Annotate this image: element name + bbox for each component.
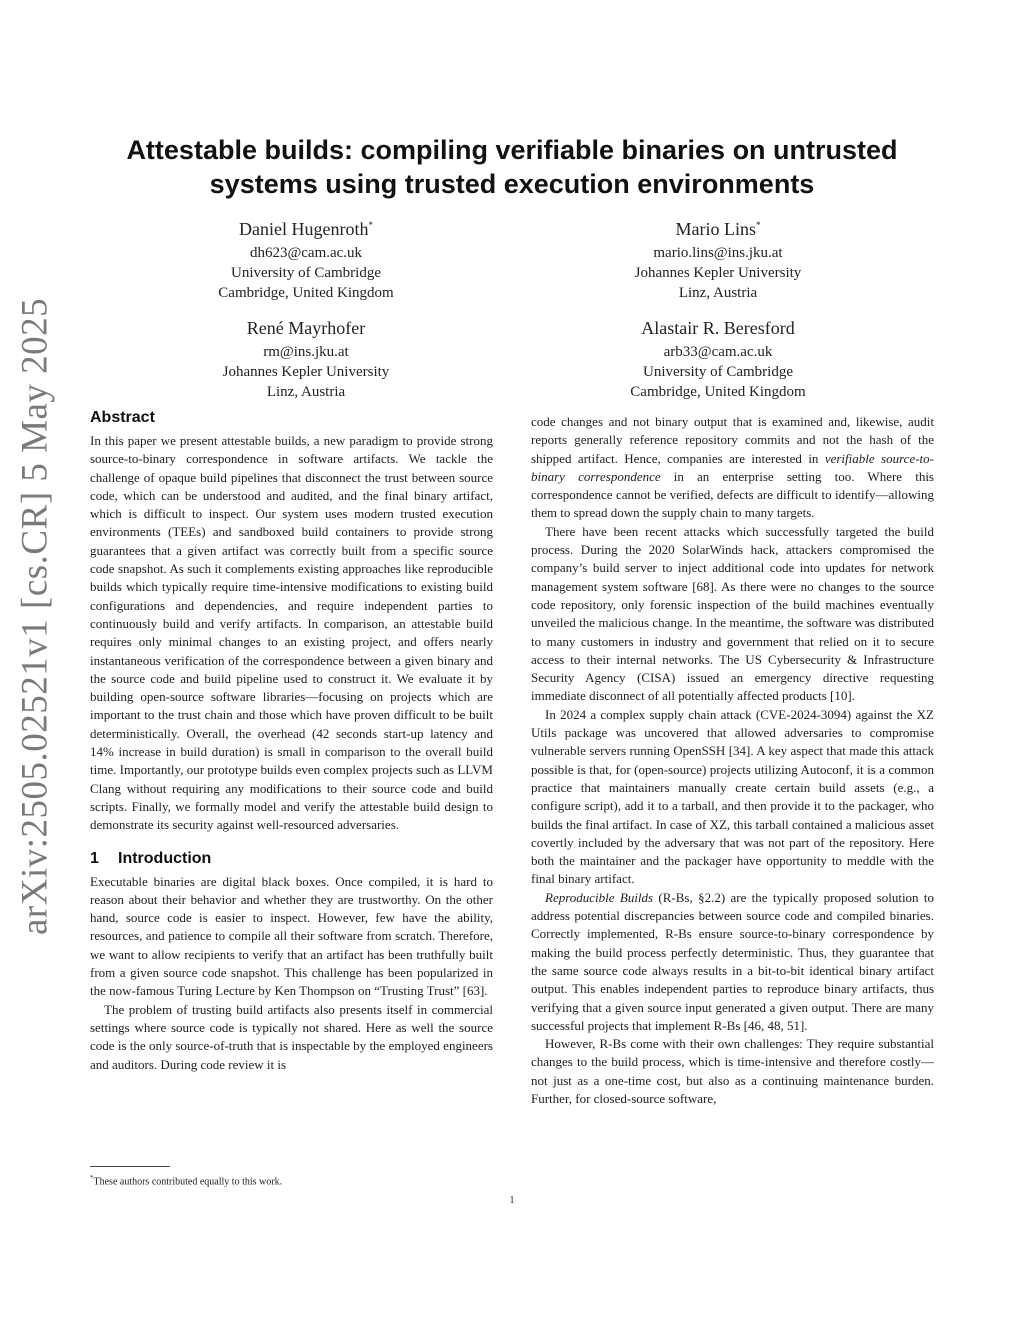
author-email: arb33@cam.ac.uk [663,344,773,360]
page-number: 1 [509,1195,515,1206]
body-paragraph: code changes and not binary output that is examined and, likewise, audit reports generally reference repository commits and not the hash of the shipped artifact. Hence, companies are interested in verifiable source-to-binary correspondence in an enterprise setting too. Where this correspondence cannot be verified, defects are difficult to identify—allowing them to spread down the supply chain to many targets. [531,414,934,521]
section-number: 1 [90,849,99,867]
author-name: Daniel Hugenroth* [239,219,373,239]
author-affiliation: Johannes Kepler University [222,364,390,380]
right-column [531,413,934,1108]
introduction-heading [90,849,493,869]
abstract-heading: Abstract [90,409,155,426]
paper-title [90,133,934,201]
author-affiliation: University of Cambridge [231,265,381,281]
author-email: dh623@cam.ac.uk [249,245,363,261]
body-paragraph: There have been recent attacks which successfully targeted the build process. During the 2020 SolarWinds hack, attackers compromised the company’s build server to inject additional code into updates for network management system software [68]. As there were no changes to the source code repository, only forensic inspection of the build machines eventually unveiled the malicious change. In the meantime, the software was distributed to many customers in industry and government that relied on it to secure access to their internal networks. The US Cybersecurity & Infrastructure Security Agency (CISA) issued an emergency directive requesting immediate disconnect of all potentially affected products [10]. [531,523,934,704]
abstract-text: In this paper we present attestable builds, a new paradigm to provide strong source-to-binary correspondence in software artifacts. We tackle the challenge of opaque build pipelines that disconnect the trust between source code, which can be understood and audited, and the final binary artifact, which is difficult to inspect. Our system uses modern trusted execution environments (TEEs) and sandboxed build containers to provide strong guarantees that a given artifact was correctly built from a specific source code snapshot. As such it complements existing approaches like reproducible builds which typically require time-intensive modifications to existing build configurations and dependencies, and require independent parties to continuously build and verify artifacts. In comparison, an attestable build requires only minimal changes to an existing project, and offers nearly instantaneous verification of the correspondence between a given binary and the source code and build pipeline used to construct it. We evaluate it by building open-source software libraries—focusing on projects which are important to the trust chain and those which have proven difficult to be built deterministically. Overall, the overhead (42 seconds start-up latency and 14% increase in build duration) is small in comparison to the overall build time. Importantly, our prototype builds even complex projects such as LLVM Clang without requiring any modifications to their source code and build scripts. Finally, we formally model and verify the attestable build design to demonstrate its security against well-resourced adversaries. [90,433,493,833]
footnote-rule [90,1166,170,1167]
intro-paragraph: Executable binaries are digital black boxes. Once compiled, it is hard to reason about their behavior and whether they are trustworthy. On the other hand, source code is easier to inspect. However, few have the ability, resources, and patience to compile all their software from scratch. Therefore, we want to allow recipients to verify that an artifact has been truthfully built from a given source code snapshot. This challenge has been popularized in the now-famous Turing Lecture by Ken Thompson on “Trusting Trust” [63]. [90,873,493,999]
author-name: Mario Lins* [675,219,761,239]
body-paragraph: Reproducible Builds (R-Bs, §2.2) are the typically proposed solution to address potential discrepancies between source code and compiled binaries. Correctly implemented, R-Bs ensure source-to-binary correspondence by making the build process perfectly deterministic. Thus, they guarantee that the same source code always results in a bit-to-bit identical binary artifact output. This enables independent parties to reproduce binary artifacts, thus verifying that a given source input generated a given output. There are many successful projects that implement R-Bs [46, 48, 51]. [531,889,934,1033]
body-paragraph: However, R-Bs come with their own challenges: They require substantial changes to the build process, which is time-intensive and therefore costly—not just as a one-time cost, but also as a continuing maintenance burden. Further, for closed-source software, [531,1036,934,1106]
author-block [538,313,898,402]
author-affiliation: University of Cambridge [643,364,793,380]
title-line-2: systems using trusted execution environments [209,169,815,199]
intro-paragraph: The problem of trusting build artifacts also presents itself in commercial settings where source code is typically not shared. Here as well the source code is the only source-of-truth that is inspectable by the employed engineers and auditors. During code review it is [90,1001,493,1072]
arxiv-identifier: arXiv:2505.02521v1 [cs.CR] 5 May 2025 [14,297,56,935]
left-column [90,408,493,1074]
title-line-1: Attestable builds: compiling verifiable binaries on untrusted [126,135,898,165]
author-location: Cambridge, United Kingdom [630,384,806,400]
footnote: *These authors contributed equally to this work. [90,1174,283,1188]
author-block [126,214,486,303]
author-location: Linz, Austria [266,384,346,400]
section-title: Introduction [118,849,212,867]
author-location: Cambridge, United Kingdom [218,285,394,301]
author-email: mario.lins@ins.jku.at [653,245,783,261]
body-paragraph: In 2024 a complex supply chain attack (CVE-2024-3094) against the XZ Utils package was uncovered that allowed adversaries to compromise vulnerable servers running OpenSSH [34]. A key aspect that made this attack possible is that, for (open-source) projects utilizing Autoconf, it is a common practice that maintainers manually create certain build assets (e.g., a configure script), add it to a tarball, and then provide it to the packager, who builds the final artifact. In case of XZ, this tarball contained a malicious asset covertly included by the adversary that was not part of the repository. Here both the maintainer and the packager have opportunity to meddle with the final binary artifact. [531,706,934,887]
author-affiliation: Johannes Kepler University [634,265,802,281]
author-email: rm@ins.jku.at [263,344,349,360]
author-block [126,313,486,402]
author-name: Alastair R. Beresford [641,318,795,338]
author-block [538,214,898,303]
author-name: René Mayrhofer [246,318,366,338]
author-location: Linz, Austria [678,285,758,301]
